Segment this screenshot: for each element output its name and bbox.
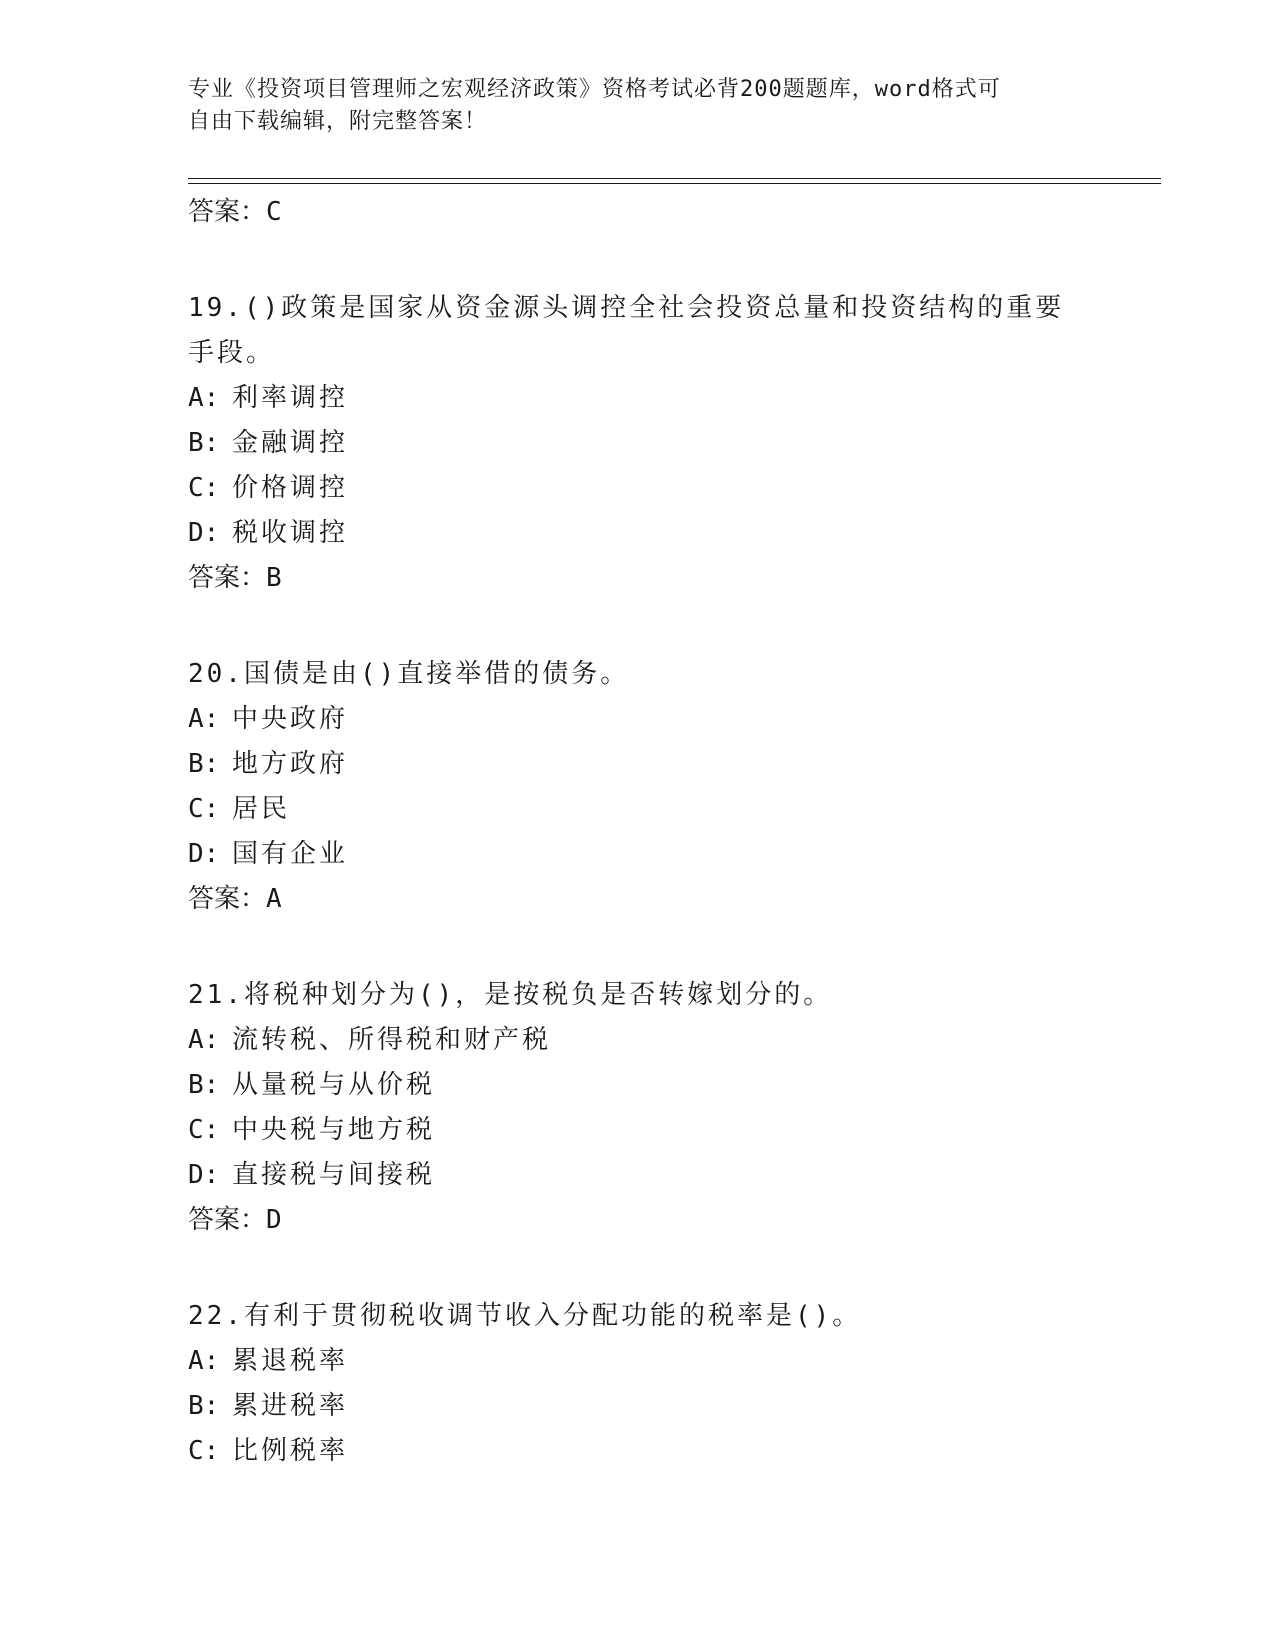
option-letter: A: bbox=[188, 383, 220, 413]
answer-line: 答案：A bbox=[188, 884, 282, 914]
option-letter: C: bbox=[188, 1436, 220, 1466]
option-item bbox=[188, 697, 1088, 742]
option-text: 累进税率 bbox=[232, 1391, 349, 1421]
option-item bbox=[188, 421, 1088, 466]
option-text: 中央税与地方税 bbox=[232, 1115, 436, 1145]
option-letter: D: bbox=[188, 839, 220, 869]
option-text: 直接税与间接税 bbox=[232, 1160, 436, 1190]
option-item bbox=[188, 511, 1088, 556]
option-text: 比例税率 bbox=[232, 1436, 349, 1466]
option-item bbox=[188, 1108, 1088, 1153]
option-text: 金融调控 bbox=[232, 428, 349, 458]
option-text: 累退税率 bbox=[232, 1346, 349, 1376]
option-item bbox=[188, 1153, 1088, 1198]
option-text: 流转税、所得税和财产税 bbox=[232, 1025, 552, 1055]
option-item bbox=[188, 1063, 1088, 1108]
option-text: 中央政府 bbox=[232, 704, 349, 734]
question-block bbox=[188, 286, 1088, 600]
option-letter: D: bbox=[188, 1160, 220, 1190]
document-header bbox=[188, 74, 1088, 138]
option-text: 居民 bbox=[232, 794, 291, 824]
option-item bbox=[188, 376, 1088, 421]
header-line-2: 自由下载编辑，附完整答案！ bbox=[188, 109, 488, 134]
option-text: 从量税与从价税 bbox=[232, 1070, 436, 1100]
option-letter: A: bbox=[188, 1346, 220, 1376]
option-text: 地方政府 bbox=[232, 749, 349, 779]
option-letter: A: bbox=[188, 704, 220, 734]
header-rule-top bbox=[188, 178, 1161, 179]
option-item bbox=[188, 787, 1088, 832]
option-item bbox=[188, 1429, 1088, 1474]
option-text: 利率调控 bbox=[232, 383, 349, 413]
option-letter: A: bbox=[188, 1025, 220, 1055]
question-block bbox=[188, 652, 1088, 921]
option-letter: C: bbox=[188, 1115, 220, 1145]
question-text: 19.()政策是国家从资金源头调控全社会投资总量和投资结构的重要手段。 bbox=[188, 293, 1065, 368]
option-letter: B: bbox=[188, 1391, 220, 1421]
question-text: 20.国债是由()直接举借的债务。 bbox=[188, 659, 630, 689]
option-item bbox=[188, 1018, 1088, 1063]
option-item bbox=[188, 742, 1088, 787]
option-letter: B: bbox=[188, 749, 220, 779]
question-block bbox=[188, 973, 1088, 1242]
option-letter: C: bbox=[188, 794, 220, 824]
header-rule-bottom bbox=[188, 183, 1161, 184]
question-text: 21.将税种划分为()，是按税负是否转嫁划分的。 bbox=[188, 980, 833, 1010]
question-list bbox=[188, 190, 1088, 1474]
option-letter: B: bbox=[188, 428, 220, 458]
option-text: 价格调控 bbox=[232, 473, 349, 503]
option-text: 税收调控 bbox=[232, 518, 349, 548]
header-line-1: 专业《投资项目管理师之宏观经济政策》资格考试必背200题题库，word格式可 bbox=[188, 77, 1001, 102]
answer-line: 答案：B bbox=[188, 563, 282, 593]
option-item bbox=[188, 1339, 1088, 1384]
option-item bbox=[188, 466, 1088, 511]
answer-line: 答案：C bbox=[188, 197, 282, 227]
option-item bbox=[188, 1384, 1088, 1429]
questions-container bbox=[188, 286, 1088, 1474]
option-letter: D: bbox=[188, 518, 220, 548]
question-text: 22.有利于贯彻税收调节收入分配功能的税率是()。 bbox=[188, 1301, 862, 1331]
answer-line: 答案：D bbox=[188, 1205, 282, 1235]
option-text: 国有企业 bbox=[232, 839, 349, 869]
option-letter: C: bbox=[188, 473, 220, 503]
option-letter: B: bbox=[188, 1070, 220, 1100]
option-item bbox=[188, 832, 1088, 877]
question-block bbox=[188, 1294, 1088, 1474]
